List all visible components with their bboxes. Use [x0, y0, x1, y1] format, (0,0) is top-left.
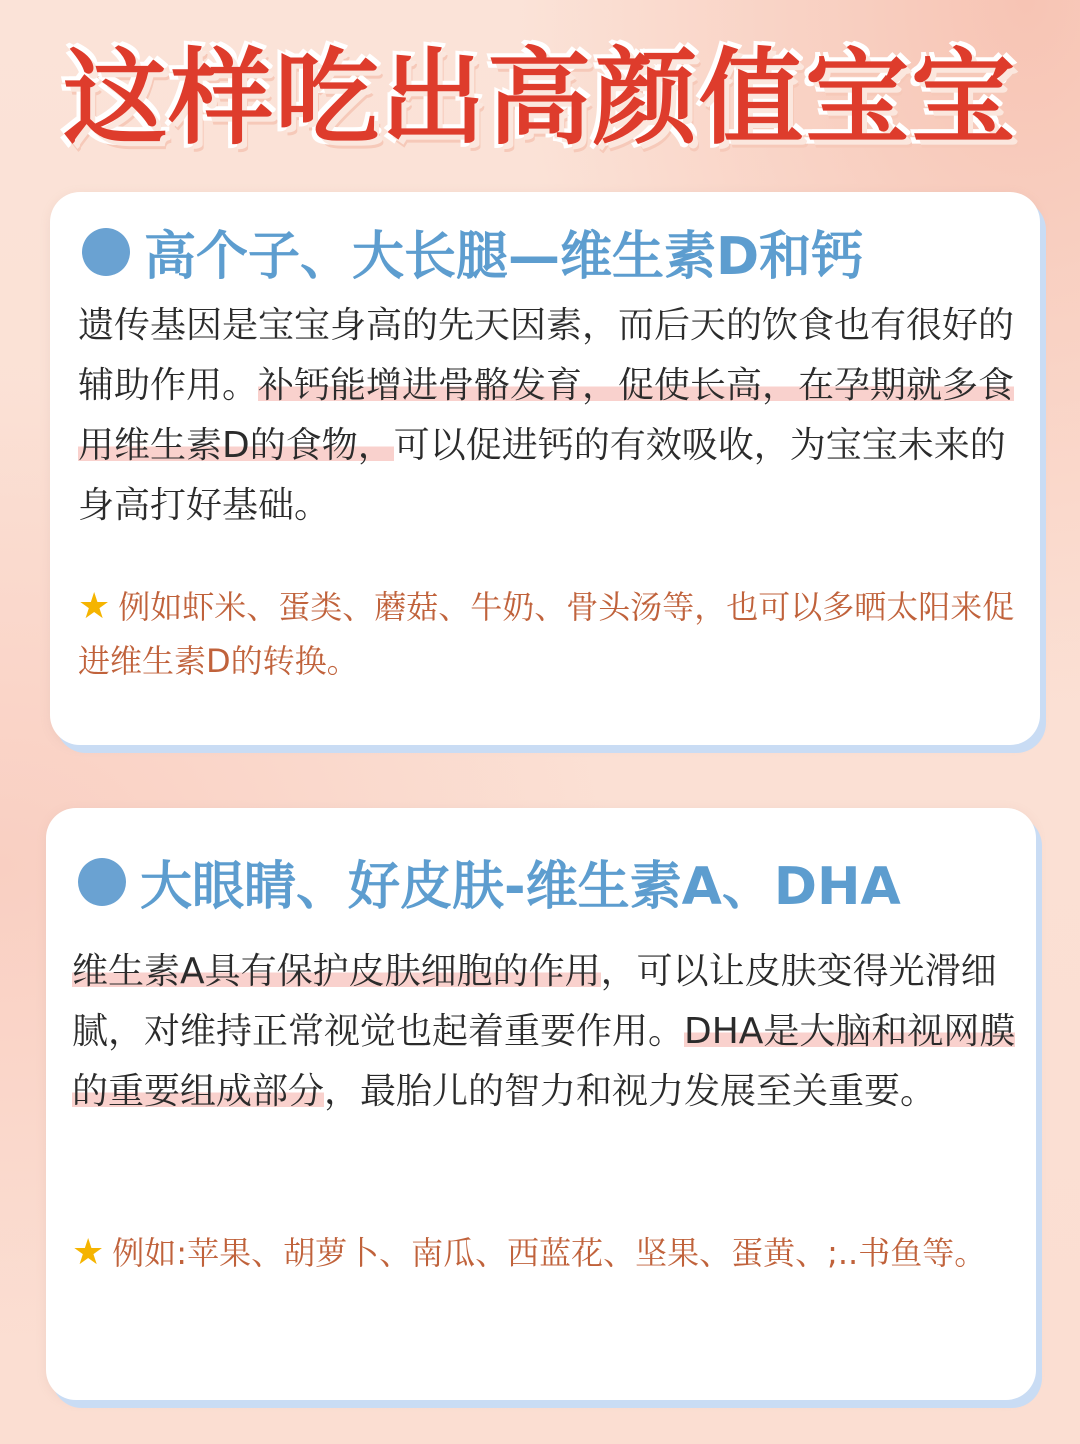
star-icon: ★: [72, 1232, 105, 1273]
section-body: [78, 296, 1028, 536]
section-card-height: [50, 192, 1040, 745]
section-card-eyes-skin: [46, 808, 1036, 1400]
highlighted-text: 补钙能增进骨骼发育，促使长高，在孕期就多食用维生素D的食物，: [78, 365, 1015, 466]
section-body: [72, 942, 1022, 1122]
body-text: ，最胎儿的智力和视力发展至关重要。: [324, 1071, 937, 1112]
star-icon: ★: [78, 586, 111, 627]
body-text: 遗传基因是宝宝身高的先天因素，而后天的饮食也有很好的辅助作用。: [78, 305, 1015, 406]
body-text: 可以促进钙的有效吸收，为宝宝未来的身高打好基础。: [78, 425, 1006, 526]
bullet-dot-icon: [78, 858, 126, 906]
highlighted-text: 维生素A具有保护皮肤细胞的作用: [72, 951, 601, 992]
section-heading: [78, 844, 901, 919]
page-title: 这样吃出高颜值宝宝: [62, 37, 1017, 159]
tip-text-block: [72, 1226, 1022, 1280]
section-heading-text: 高个子、大长腿—维生素D和钙: [144, 227, 864, 287]
bullet-dot-icon: [82, 228, 130, 276]
tip-text: 例如虾米、蛋类、蘑菇、牛奶、骨头汤等，也可以多晒太阳来促进维生素D的转换。: [78, 588, 1015, 680]
section-heading: [82, 214, 863, 289]
tip-text-block: [78, 580, 1018, 688]
highlighted-text: DHA是大脑和视网膜的重要组成部分: [72, 1011, 1016, 1112]
body-text: ，可以让皮肤变得光滑细腻，对维持正常视觉也起着重要作用。: [72, 951, 997, 1052]
tip-text: 例如:苹果、胡萝卜、南瓜、西蓝花、坚果、蛋黄、;..书鱼等。: [112, 1234, 987, 1272]
section-heading-text: 大眼睛、好皮肤-维生素A、DHA: [140, 857, 901, 917]
